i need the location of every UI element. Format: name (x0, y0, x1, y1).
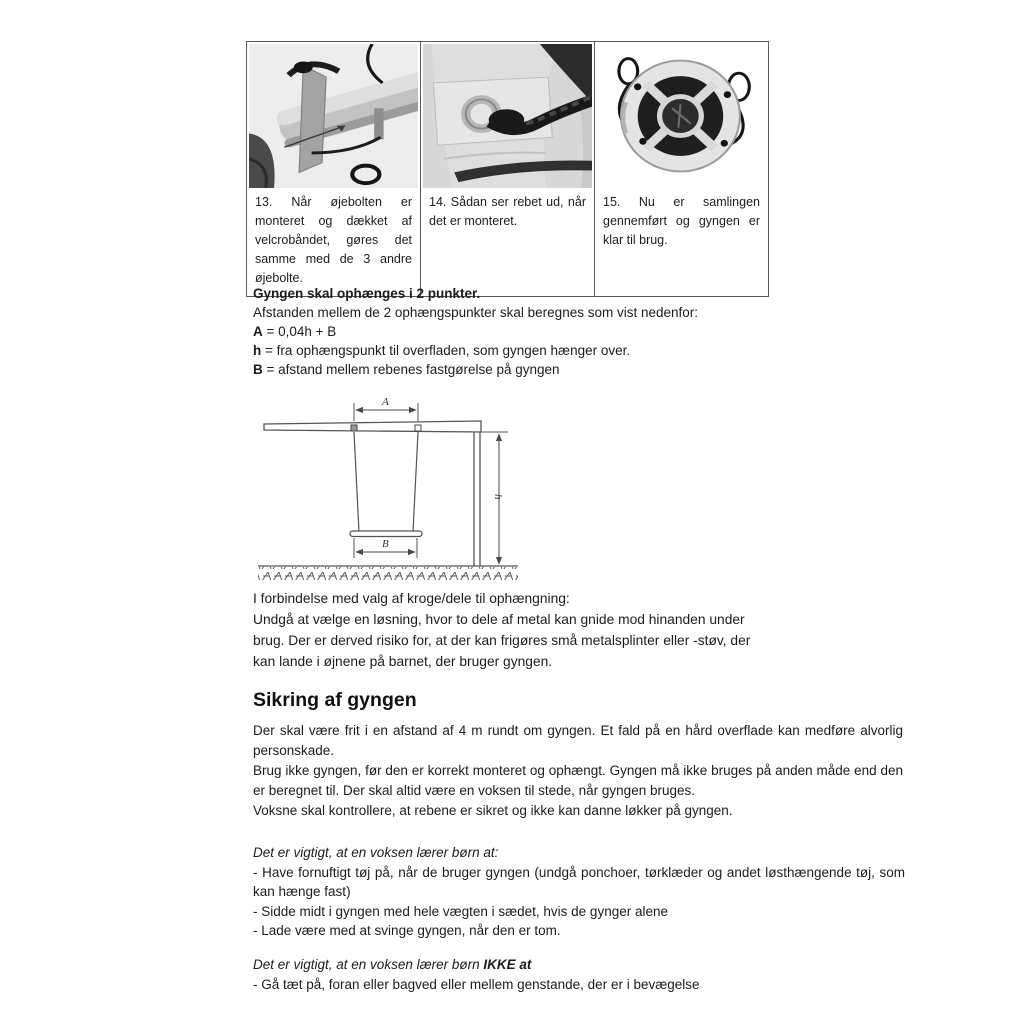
swing-dimension-diagram (250, 391, 525, 583)
securing-paragraph: Voksne skal kontrollere, at rebene er sikret og ikke kan danne løkker på gyngen. (253, 803, 733, 818)
teach-intro: Det er vigtigt, at en voksen lærer børn at: (253, 845, 499, 860)
teach-not-section (253, 955, 905, 994)
dim-label-a: A (382, 396, 389, 408)
photo-14-caption: 14. Sådan ser rebet ud, når det er monteret. (429, 195, 586, 228)
photo-15-caption: 15. Nu er samlingen gennemført og gyngen er klar til brug. (603, 195, 760, 247)
photo-cell-14 (421, 42, 595, 296)
photo-cell-13 (247, 42, 421, 296)
teach-section (253, 843, 905, 941)
round-swing-photo-icon (597, 44, 766, 188)
suspension-section (253, 284, 813, 379)
formula-h: h = fra ophængspunkt til overfladen, som gyngen hænger over. (253, 343, 631, 358)
photo-13-caption: 13. Når øjebolten er monteret og dækket af velcrobåndet, gøres det samme med de 3 andre øjebolte. (255, 195, 412, 285)
rope-right (413, 432, 418, 532)
attachment-point-right (415, 425, 421, 431)
eyebolt-velcro-photo-icon (249, 44, 418, 188)
dim-label-b: B (382, 538, 389, 550)
photo-15 (595, 42, 768, 190)
securing-paragraph: Brug ikke gyngen, før den er korrekt monteret og ophængt. Gyngen må ikke bruges på anden måde end den er beregnet til. Der skal altid være en voksen til stede, når gyngen bruges. (253, 763, 903, 798)
photo-13 (247, 42, 420, 190)
hooks-body: Undgå at vælge en løsning, hvor to dele af metal kan gnide mod hinanden under brug. Der er derved risiko for, at der kan frigøres små metalsplinter eller -støv, der kan lande i øjnene på barnet, der bruger gyngen. (253, 612, 751, 669)
suspension-intro: Afstanden mellem de 2 ophængspunkter skal beregnes som vist nedenfor: (253, 305, 699, 320)
hooks-intro: I forbindelse med valg af kroge/dele til ophængning: (253, 591, 570, 606)
formula-a: A = 0,04h + B (253, 324, 337, 339)
assembly-photo-table (246, 41, 769, 297)
teach-item: - Sidde midt i gyngen med hele vægten i sædet, hvis de gynger alene (253, 903, 668, 919)
teach-not-intro: Det er vigtigt, at en voksen lærer børn IKKE at (253, 957, 532, 972)
seat (350, 531, 422, 537)
rope-ring-photo-icon (423, 44, 592, 188)
rope-left (354, 432, 359, 532)
hooks-section (253, 588, 765, 672)
photo-cell-15 (595, 42, 768, 296)
photo-14 (421, 42, 594, 190)
suspension-title: Gyngen skal ophænges i 2 punkter. (253, 286, 481, 301)
attachment-point-left (351, 425, 357, 431)
securing-paragraphs (253, 721, 903, 822)
post (474, 432, 480, 566)
teach-not-item: - Gå tæt på, foran eller bagved eller mellem genstande, der er i bevægelse (253, 976, 700, 992)
teach-item: - Have fornuftigt tøj på, når de bruger gyngen (undgå ponchoer, tørklæder og andet løsthængende tøj, som kan hænge fast) (253, 864, 905, 899)
teach-item: - Lade være med at svinge gyngen, når den er tom. (253, 923, 561, 938)
securing-paragraph: Der skal være frit i en afstand af 4 m rundt om gyngen. Et fald på en hård overflade kan medføre alvorlig personskade. (253, 723, 903, 758)
beam (264, 421, 481, 432)
section-heading: Sikring af gyngen (253, 689, 417, 711)
ground-hatching (258, 567, 518, 580)
formula-b: B = afstand mellem rebenes fastgørelse på gyngen (253, 362, 560, 377)
dim-label-h: h (492, 494, 504, 500)
